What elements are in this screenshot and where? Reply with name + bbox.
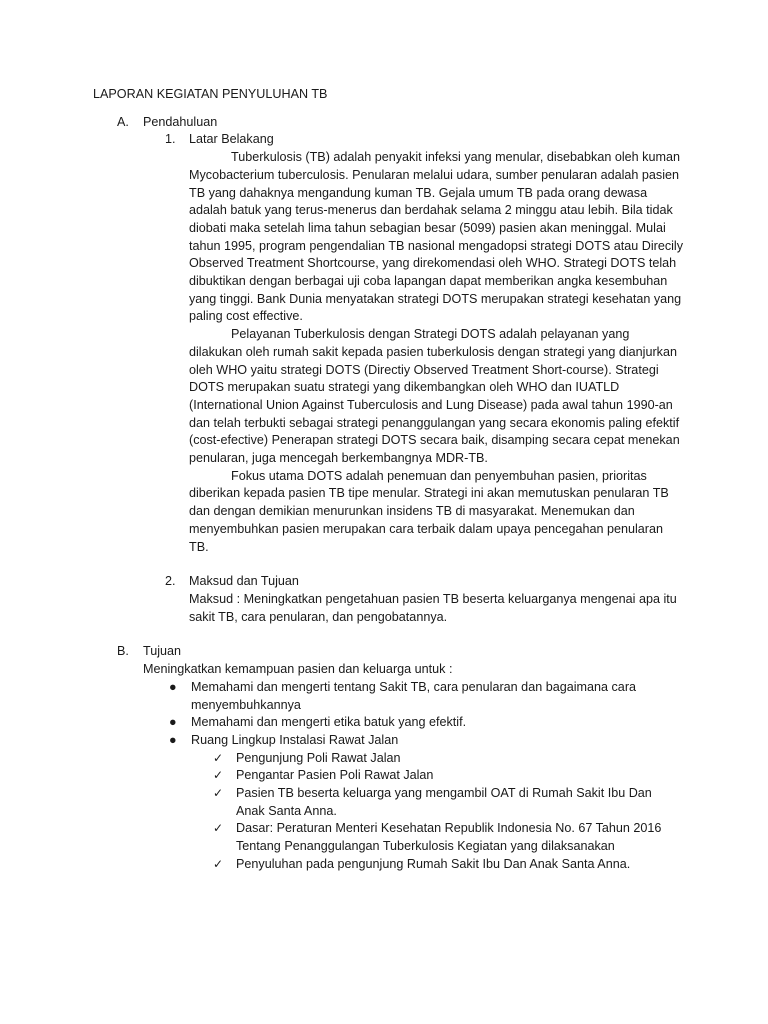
paragraph: Tuberkulosis (TB) adalah penyakit infeksi yang menular, disebabkan oleh kuman Mycobacterium tuberculosis. Penularan melalui udara, sumber penularan adalah pasien TB yang dahaknya mengandung kuman TB. Gejala umum TB pada orang dewasa adalah batuk yang terus-menerus dan berdahak selama 2 minggu atau lebih. Bila tidak diobati maka setelah lima tahun sebagian besar (5099) pasien akan meninggal. Mulai tahun 1995, program pengendalian TB nasional mengadopsi strategi DOTS atau Direcily Observed Treatment Shortcourse, yang direkomendasi oleh WHO. Strategi DOTS telah dibuktikan dengan berbagai uji coba lapangan dapat memberikan angka kesembuhan yang tinggi. Bank Dunia menyatakan strategi DOTS merupakan strategi kesehatan yang paling cost effective.	[189, 150, 684, 324]
checkmark-icon: ✓	[213, 768, 224, 783]
list-item	[93, 679, 683, 714]
bullet-list	[93, 679, 683, 750]
tujuan-intro: Meningkatkan kemampuan pasien dan keluarga untuk :	[143, 662, 453, 677]
document-body	[93, 86, 683, 874]
bullet-icon: ●	[169, 679, 177, 694]
list-item-text: Memahami dan mengerti etika batuk yang efektif.	[191, 715, 467, 730]
maksud-body	[93, 591, 683, 626]
list-item-text: Pengunjung Poli Rawat Jalan	[236, 750, 401, 765]
subsection-2-title: Maksud dan Tujuan	[189, 574, 299, 589]
latar-belakang-body	[93, 149, 683, 556]
list-item-text: Memahami dan mengerti tentang Sakit TB, cara penularan dan bagaimana cara menyembuhkannya	[191, 679, 637, 712]
list-item	[93, 767, 683, 785]
spacer	[93, 626, 683, 643]
section-b-title: Tujuan	[143, 644, 182, 659]
list-item-text: Dasar: Peraturan Menteri Kesehatan Republik Indonesia No. 67 Tahun 2016 Tentang Penanggulangan Tuberkulosis Kegiatan yang dilaksanakan	[236, 821, 662, 854]
subsection-1-title: Latar Belakang	[189, 132, 274, 147]
section-b-heading	[93, 643, 683, 661]
spacer	[93, 556, 683, 573]
list-item-text: Pengantar Pasien Poli Rawat Jalan	[236, 768, 434, 783]
list-item	[93, 820, 683, 855]
section-a-heading	[93, 114, 683, 132]
checkmark-icon: ✓	[213, 821, 224, 836]
section-a-title: Pendahuluan	[143, 114, 218, 129]
list-item	[93, 785, 683, 820]
document-title: LAPORAN KEGIATAN PENYULUHAN TB	[93, 87, 328, 101]
checkmark-icon: ✓	[213, 750, 224, 765]
subsection-1-heading	[93, 131, 683, 149]
list-item	[93, 856, 683, 874]
section-a-label: A.	[117, 114, 129, 129]
bullet-icon: ●	[169, 715, 177, 730]
subsection-1-label: 1.	[165, 132, 176, 147]
checkmark-icon: ✓	[213, 786, 224, 801]
list-item	[93, 732, 683, 750]
list-item	[93, 750, 683, 768]
bullet-icon: ●	[169, 732, 177, 747]
paragraph: Maksud : Meningkatkan pengetahuan pasien TB beserta keluarganya mengenai apa itu sakit TB, cara penularan, dan pengobatannya.	[189, 591, 677, 624]
list-item	[93, 714, 683, 732]
list-item-text: Ruang Lingkup Instalasi Rawat Jalan	[191, 732, 399, 747]
paragraph: Pelayanan Tuberkulosis dengan Strategi DOTS adalah pelayanan yang dilakukan oleh rumah sakit kepada pasien tuberkulosis dengan strategi yang dianjurkan oleh WHO yaitu strategi DOTS (Directiy Observed Treatment Short-course). Strategi DOTS merupakan suatu strategi yang dikembangkan oleh WHO dan IUATLD (International Union Against Tuberculosis and Lung Disease) pada awal tahun 1990-an dan telah terbukti sebagai strategi penanggulangan yang secara ekonomis paling efektif (cost-efective) Penerapan strategi DOTS secara baik, disamping secara cepat menekan penularan, juga mencegah berkembangnya MDR-TB.	[189, 327, 680, 466]
checkmark-icon: ✓	[213, 856, 224, 871]
paragraph: Fokus utama DOTS adalah penemuan dan penyembuhan pasien, prioritas diberikan kepada pasien TB tipe menular. Strategi ini akan memutuskan penularan TB dan dengan demikian menurunkan insidens TB di masyarakat. Menemukan dan menyembuhkan pasien merupakan cara terbaik dalam upaya pencegahan penularan TB.	[189, 468, 669, 554]
section-b-label: B.	[117, 644, 129, 659]
check-list	[93, 750, 683, 874]
list-item-text: Penyuluhan pada pengunjung Rumah Sakit Ibu Dan Anak Santa Anna.	[236, 856, 631, 871]
subsection-2-heading	[93, 573, 683, 591]
subsection-2-label: 2.	[165, 574, 176, 589]
list-item-text: Pasien TB beserta keluarga yang mengambil OAT di Rumah Sakit Ibu Dan Anak Santa Anna.	[236, 786, 652, 818]
